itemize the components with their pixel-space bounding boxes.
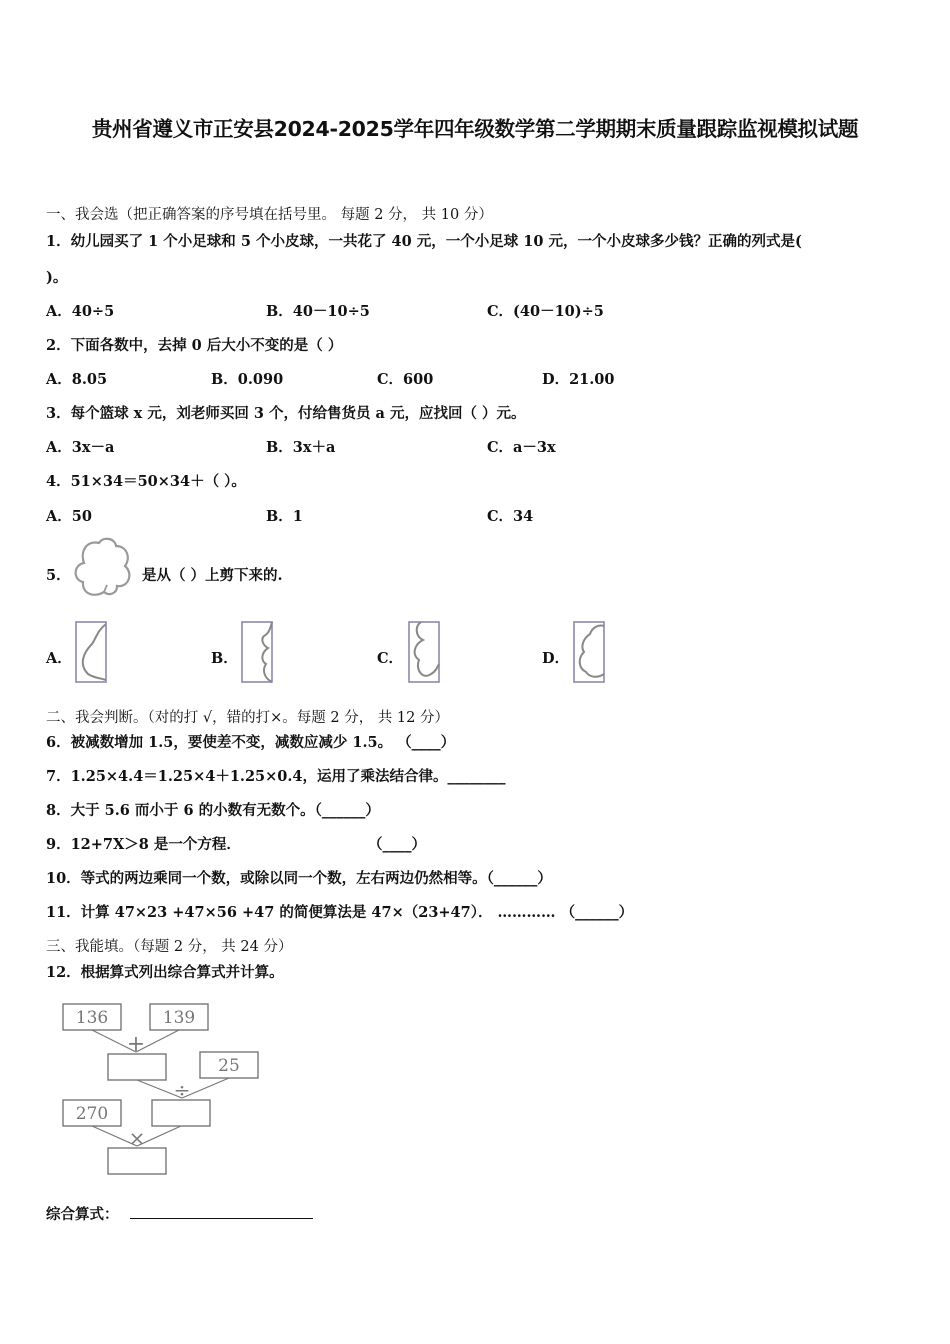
multiply-operator: × [128, 1126, 146, 1150]
q3-option-c: C．a－3x [487, 439, 556, 456]
section-2-heading: 二、我会判断。（对的打 √，错的打×。每题 2 分， 共 12 分） [46, 710, 449, 726]
question-5-number: 5． [46, 567, 71, 584]
question-9: 9．12+7X＞8 是一个方程． [46, 836, 241, 853]
q2-option-a: A．8.05 [46, 371, 108, 388]
question-9-blank: （____） [368, 836, 426, 853]
q5-option-c-shape [407, 620, 441, 684]
calculation-flow-diagram [58, 1000, 268, 1178]
question-5-text: 是从（ ）上剪下来的. [142, 567, 283, 584]
answer-formula-label: 综合算式： [46, 1206, 119, 1223]
question-1-line-1: 1．幼儿园买了 1 个小足球和 5 个小皮球，一共花了 40 元，一个小足球 10 元，一个小皮球多少钱？正确的列式是( [46, 233, 802, 250]
box-sum-blank [108, 1054, 166, 1080]
q5-option-d: D． [542, 650, 570, 667]
q5-option-a-shape [74, 620, 108, 684]
section-1-heading: 一、我会选（把正确答案的序号填在括号里。 每题 2 分， 共 10 分） [46, 207, 493, 223]
q4-option-b: B．1 [266, 508, 303, 525]
answer-formula-line[interactable] [130, 1218, 313, 1219]
q2-option-b: B．0.090 [211, 371, 284, 388]
question-6: 6．被减数增加 1.5，要使差不变，减数应减少 1.5。 （____） [46, 734, 456, 751]
question-1-line-2: )。 [46, 269, 68, 286]
q1-option-c: C．(40－10)÷5 [487, 303, 604, 320]
box-25-label: 25 [218, 1056, 240, 1076]
question-4: 4．51×34＝50×34＋（ ）。 [46, 473, 246, 490]
question-8: 8．大于 5.6 而小于 6 的小数有无数个。（______） [46, 802, 380, 819]
q5-option-c: C． [377, 650, 404, 667]
q5-option-a: A． [46, 650, 72, 667]
q4-option-c: C．34 [487, 508, 534, 525]
question-12: 12．根据算式列出综合算式并计算。 [46, 964, 284, 981]
q1-option-b: B．40－10÷5 [266, 303, 370, 320]
box-270-label: 270 [75, 1104, 109, 1124]
q4-option-a: A．50 [46, 508, 92, 525]
q3-option-b: B．3x＋a [266, 439, 336, 456]
box-product-blank [108, 1148, 166, 1174]
section-3-heading: 三、我能填。（每题 2 分， 共 24 分） [46, 939, 293, 955]
box-139-label: 139 [162, 1008, 196, 1028]
box-quotient-blank [152, 1100, 210, 1126]
q2-option-d: D．21.00 [542, 371, 615, 388]
clover-shape-figure [74, 536, 134, 598]
page-title: 贵州省遵义市正安县2024-2025学年四年级数学第二学期期末质量跟踪监视模拟试题 [91, 117, 859, 141]
question-2: 2．下面各数中，去掉 0 后大小不变的是（ ） [46, 337, 343, 354]
box-136-label: 136 [75, 1008, 109, 1028]
q5-option-d-shape [572, 620, 606, 684]
question-3: 3．每个篮球 x 元，刘老师买回 3 个，付给售货员 a 元，应找回（ ）元。 [46, 405, 526, 422]
q5-option-b-shape [240, 620, 274, 684]
plus-operator: + [126, 1032, 146, 1057]
q2-option-c: C．600 [377, 371, 434, 388]
q3-option-a: A．3x－a [46, 439, 115, 456]
question-11: 11．计算 47×23 +47×56 +47 的简便算法是 47×（23+47）． ………… （______） [46, 904, 634, 921]
q1-option-a: A．40÷5 [46, 303, 115, 320]
q5-option-b: B． [211, 650, 238, 667]
question-10: 10．等式的两边乘同一个数，或除以同一个数，左右两边仍然相等。（______） [46, 870, 552, 887]
question-7: 7．1.25×4.4＝1.25×4＋1.25×0.4，运用了乘法结合律。________ [46, 768, 506, 785]
divide-operator: ÷ [173, 1078, 191, 1102]
